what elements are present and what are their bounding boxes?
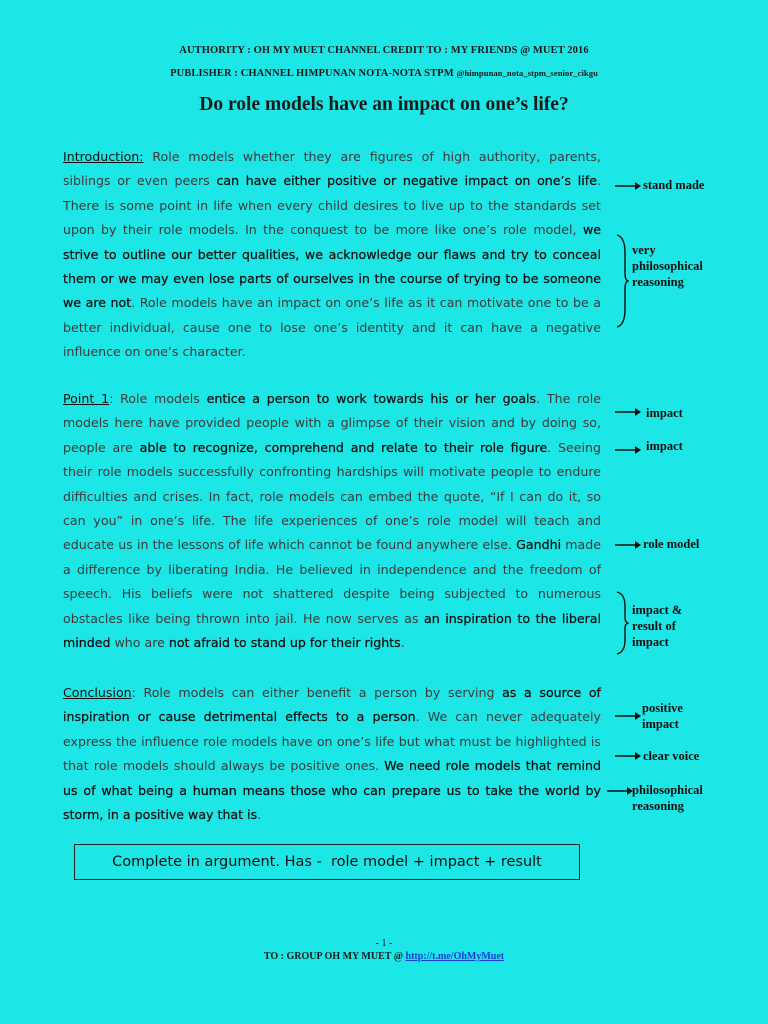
point1-label: Point 1 [63,391,110,406]
note-impact-1: impact [646,406,683,420]
note-impact-result-line2: result of [632,619,676,633]
note-role-model: role model [643,537,700,551]
footer-link[interactable]: http://t.me/OhMyMuet [405,951,505,962]
concl-bold-1: as a source of inspiration or cause detrimental effects to a person [63,685,601,725]
arrow-icon [614,445,642,455]
point1-bold-1: entice a person to work towards his or her goals [206,391,537,406]
point1-bold-4: an inspiration to the liberal minded [63,610,602,651]
brace-icon [615,233,629,329]
footer-text: TO : GROUP OH MY MUET @ [263,951,406,962]
summary-box: Complete in argument. Has - role model + impact + result [74,844,580,880]
note-impact-result-line1: impact & [632,603,683,617]
page-title: Do role models have an impact on one’s life? [199,94,569,115]
header-publisher [0,68,768,79]
header-publisher-text: PUBLISHER : CHANNEL HIMPUNAN NOTA-NOTA STPM [170,68,457,79]
point1-bold-5: not afraid to stand up for their rights [168,635,401,651]
note-clear-voice: clear voice [643,749,700,763]
arrow-icon [614,181,642,191]
point1-bold-3: Gandhi [516,537,562,553]
note-philosophical [632,242,703,290]
note-philosophical2-line2: reasoning [632,799,684,813]
arrow-icon [606,786,634,796]
arrow-icon [614,540,642,550]
conclusion-label: Conclusion [63,685,132,700]
point1-bold-2: able to recognize, comprehend and relate to their role figure [139,439,548,455]
header-authority: AUTHORITY : OH MY MUET CHANNEL CREDIT TO : MY FRIENDS @ MUET 2016 [179,45,589,56]
footer [0,951,768,962]
header-handle: @himpunan_nota_stpm_senior_cikgu [456,68,598,78]
point1-text-3: . Seeing their role models successfully confronting hardships will motivate people to endure difficulties and crises. In fact, role models can embed the quote, “If I can do it, so can you” in one’s life. The life experiences of one’s role model will teach and educate us in the lessons of life which cannot be found anywhere else. [63,439,601,553]
introduction-label: Introduction: [63,149,144,164]
brace-icon [615,590,629,656]
note-positive-line2: impact [642,717,679,731]
note-impact-result-line3: impact [632,635,669,649]
arrow-icon [614,751,642,761]
point1-text-6: . [400,635,405,651]
note-stand-made: stand made [643,178,705,192]
note-positive-line1: positive [642,701,683,715]
note-philosophical-2 [632,782,703,814]
note-philosophical2-line1: philosophical [632,783,703,797]
note-philosophical-line3: reasoning [632,275,684,289]
note-philosophical-line1: very [632,243,656,257]
point1-paragraph [63,387,601,655]
point1-text-4: made a difference by liberating India. He believed in independence and the freedom of speech. His beliefs were not shattered despite being subjected to numerous obstacles like being thrown into jail. He now serves as [63,537,601,626]
point1-text-1: : Role models [109,391,207,406]
concl-text-3: . [257,807,262,823]
page-number: - 1 - [375,938,393,949]
intro-bold-1: can have either positive or negative impact on one’s life [216,173,597,189]
intro-text-2: . There is some point in life when every child desires to live up to the standards set upon by their role models. In the conquest to be more like one’s role model, [63,173,601,238]
intro-text-3: . Role models have an impact on one’s life as it can motivate one to be a better individual, cause one to lose one’s identity and it can have a negative influence on one’s character. [63,295,602,360]
point1-text-2: . The role models here have provided people with a glimpse of their vision and by doing so, people are [63,391,601,455]
concl-bold-2: We need role models that remind us of what being a human means those who can prepare us to take the world by storm, in a positive way that is [63,758,602,823]
note-impact-2: impact [646,439,683,453]
concl-text-2: . We can never adequately express the influence role models have on one’s life but what must be highlighted is that role models should always be positive ones. [63,709,601,774]
conclusion-paragraph [63,681,601,827]
arrow-icon [614,711,642,721]
concl-text-1: : Role models can either benefit a person by serving [131,685,503,700]
note-philosophical-line2: philosophical [632,259,703,273]
note-positive-impact [642,700,683,732]
intro-bold-2: we strive to outline our better qualities, we acknowledge our flaws and try to conceal them or we may even lose parts of ourselves in the course of trying to be someone we are not [63,222,601,311]
point1-text-5: who are [110,635,169,651]
note-impact-result [632,602,682,650]
introduction-paragraph [63,145,601,365]
intro-text-1: Role models whether they are figures of high authority, parents, siblings or even peers [63,149,601,189]
arrow-icon [614,407,642,417]
